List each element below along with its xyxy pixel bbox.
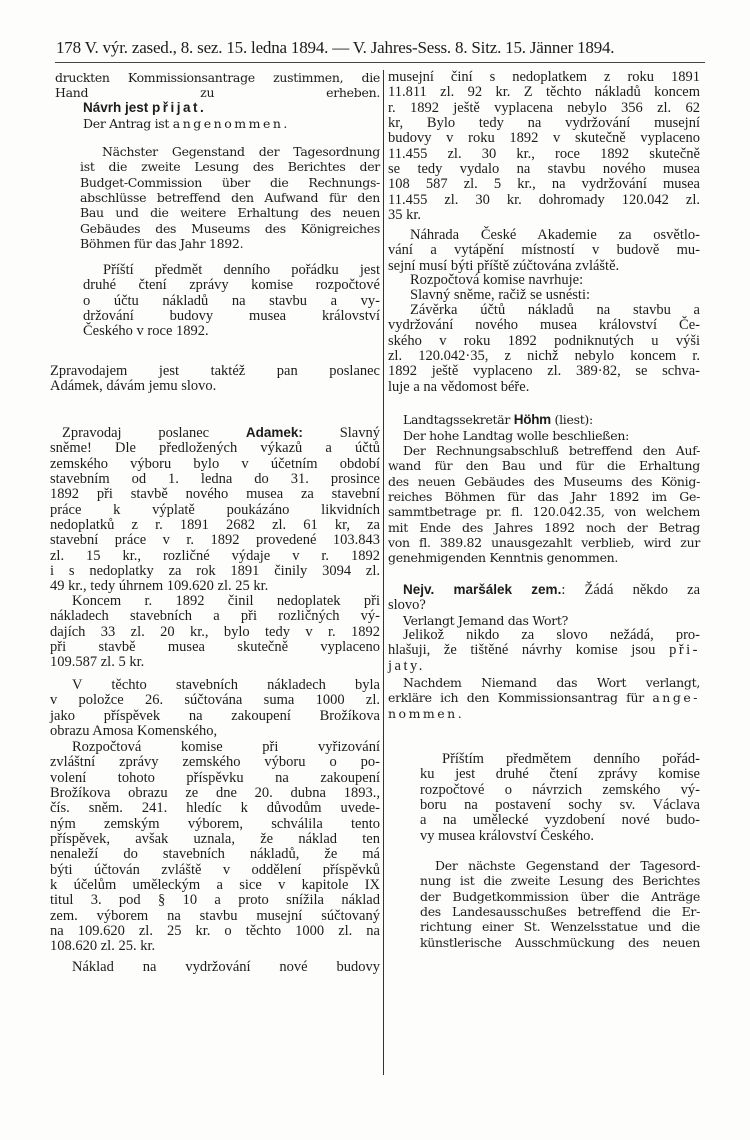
text-line: genehmigenden Kenntnis genommen. [388, 550, 619, 566]
text-line: 1892 ještě vyplaceno zl. 389·82, se schva- [388, 363, 700, 380]
text-line: Brožíkova obrazu ze dne 20. dubna 1893., [50, 785, 380, 802]
paragraph [420, 858, 700, 950]
text-line: i s nedoplatky za rok 1891 činily 3094 zl. [50, 563, 380, 580]
paragraph [83, 263, 380, 340]
text-line: mit Ende des Jahres 1892 noch der Betrag [388, 519, 700, 535]
text-line: nedoplatků z r. 1891 2682 zl. 61 kr, za [50, 517, 380, 534]
paragraph [388, 428, 700, 443]
text-segment: ange- [652, 690, 700, 706]
text-line: budovy v roku 1892 v skutečně vyplaceno [388, 130, 700, 147]
text-line: volení tohoto příspěvku na zakoupení [50, 769, 380, 786]
text-line: Rozpočtová komise navrhuje: [410, 272, 584, 288]
text-line: ského v roku 1892 podniknutých u výši [388, 332, 700, 349]
text-line: dajích 33 zl. 20 kr., bylo tedy v r. 1892 [50, 623, 380, 640]
text-line: Budget-Commission über die Rechnungs- [80, 174, 380, 190]
text-line: čís. sněm. 241. hledíc k důvodům uvede- [50, 800, 380, 817]
text-line: Bau und die weitere Erhaltung des neuen [80, 205, 380, 221]
text-line: druckten Kommissionsantrage zustimmen, die [55, 70, 380, 85]
text-segment: nommen. [388, 705, 465, 721]
text-line: Verlangt Jemand das Wort? [403, 613, 569, 628]
bold-text: přijat. [152, 100, 207, 115]
text-segment: Slavný [302, 425, 380, 441]
text-line: Nachdem Niemand das Wort verlangt, [403, 675, 700, 690]
text-line: býti účtován zvláště v oddělení příspěvků [50, 861, 380, 878]
paragraph [388, 675, 700, 721]
paragraph [83, 100, 380, 116]
text-line: wand für den Bau und für die Erhaltung [388, 458, 700, 474]
paragraph [50, 364, 380, 395]
text-line: stavebním od 1. ledna do 31. prosince [50, 471, 380, 488]
text-line: k účelům uměleckým a sice v kapitole IX [50, 877, 380, 894]
text-line: Der Rechnungsabschluß betreffend den Auf- [403, 443, 700, 458]
text-line: 49 kr., tedy úhrnem 109.620 zl. 25 kr. [50, 578, 269, 595]
text-line: zemského výboru bylo v účetním období [50, 455, 380, 472]
text-line: nenaleží do stavebních nákladů, že má [50, 846, 380, 863]
text-segment: Landtagssekretär [403, 412, 514, 427]
text-line: 35 kr. [388, 207, 422, 224]
paragraph [50, 594, 380, 671]
paragraph [388, 582, 700, 614]
text-line: titul 3. pod § 10 a proto snížila náklad [50, 892, 380, 909]
text-line: zem. výborem na stavbu musejní súčtovaný [50, 907, 380, 924]
text-line: ným zemským výborem, schválila tento [50, 815, 380, 832]
text-line [83, 116, 380, 131]
text-line: Adámek, dávám jemu slovo. [50, 378, 217, 395]
text-segment: jaty. [388, 657, 425, 674]
text-line: ist die zweite Lesung des Berichtes der [80, 159, 380, 175]
text-line: v položce 26. súčtována suma 1000 zl. [50, 692, 380, 709]
text-line: slovo? [388, 597, 426, 614]
text-line: zl. 15 kr., rozličné výdaje v r. 1892 [50, 547, 380, 564]
page-header: 178 V. výr. zased., 8. sez. 15. ledna 1894. — V. Jahres-Sess. 8. Sitz. 15. Jänner 1894. [56, 38, 615, 57]
text-line: Nächster Gegenstand der Tagesordnung [102, 144, 380, 159]
text-line: sejní musí býti příště zúčtována zvláště. [388, 257, 620, 274]
text-line: V těchto stavebních nákladech byla [72, 677, 380, 693]
text-line: Böhmen für das Jahr 1892. [80, 236, 244, 252]
paragraph [50, 960, 380, 975]
text-line: 108 587 zl. 5 kr., na vydržování musea [388, 176, 700, 193]
text-line: 11.455 zl. 30 kr. dohromady 120.042 zl. [388, 191, 700, 208]
text-segment: angenommen. [172, 116, 290, 131]
text-line: des neuen Gebäudes des Museums des König- [388, 473, 700, 489]
text-line: 11.455 zl. 30 kr., roce 1892 skutečně [388, 145, 700, 162]
text-line: Jelikož nikdo za slovo nežádá, pro- [403, 627, 700, 643]
text-segment: Zpravodaj poslanec [62, 425, 246, 441]
text-line: Hand zu erheben. [55, 85, 380, 101]
text-line: ku jest druhé čtení zprávy komise [420, 766, 700, 783]
text-line: Příštím předmětem denního pořád- [442, 751, 700, 767]
text-line: stavební práce v r. 1892 provedené 103.843 [50, 532, 380, 549]
text-line: Rozpočtová komise při vyřizování [72, 739, 380, 755]
text-line: sněme! Dle předložených výkazů a účtů [50, 440, 380, 457]
text-line: Der hohe Landtag wolle beschließen: [403, 428, 629, 443]
paragraph [388, 628, 700, 674]
paragraph [55, 70, 380, 101]
paragraph [420, 752, 700, 844]
text-line: Náklad na vydržování nové budovy [72, 959, 380, 975]
text-line: musejní činí s nedoplatkem z roku 1891 [388, 69, 700, 85]
text-line: práce k výplatě poukázáno likvidních [50, 501, 380, 518]
text-line: Koncem r. 1892 činil nedoplatek při [72, 593, 380, 609]
text-line [388, 659, 700, 674]
text-line: vy musea království Českého. [420, 827, 594, 844]
text-line: nákladech stavebních a při rozličných vý- [50, 608, 380, 625]
text-line: 1892 při stavbě nového musea za stavební [50, 486, 380, 503]
paragraph [388, 412, 700, 427]
text-segment: (liest): [550, 412, 593, 427]
text-line: na 109.620 zl. 25 kr. o těchto 1000 zl. na [50, 923, 380, 940]
text-segment: Der Antrag ist [83, 116, 173, 131]
paragraph [80, 144, 380, 251]
bold-text: Návrh jest [83, 100, 153, 115]
text-line: obrazu Amosa Komenského, [50, 723, 218, 740]
text-line: Závěrka účtů nákladů na stavbu a [410, 302, 700, 318]
text-line: příspěvek, avšak uznala, že náklad ten [50, 831, 380, 848]
text-line [388, 582, 700, 598]
text-line: 11.811 zl. 92 kr. Z těchto nákladů koncem [388, 84, 700, 101]
text-line: kr, Bylo tedy na vydržování musejní [388, 115, 700, 132]
bold-text: Nejv. maršálek zem. [403, 582, 562, 597]
text-line: Příští předmět denního pořádku jest [103, 262, 380, 278]
text-segment: : Žádá někdo za [561, 582, 700, 598]
text-line: boru na postavení sochy sv. Václava [420, 797, 700, 814]
text-line [388, 690, 700, 705]
text-line: sammtbetrage pr. fl. 120.042.35, von welchem [388, 504, 700, 520]
text-line: abschlüsse betreffend den Aufwand für den [80, 190, 380, 206]
text-line [388, 643, 700, 658]
text-line: des Landesausschußes betreffend die Er- [420, 904, 700, 920]
paragraph [50, 425, 380, 595]
text-line: Slavný sněme, račiž se usnésti: [410, 287, 590, 303]
text-line [388, 412, 700, 427]
paragraph [388, 303, 700, 395]
text-line: reiches Böhmen für das Jahr 1892 im Ge- [388, 489, 700, 505]
text-line: držování budovy musea království [83, 308, 380, 325]
paragraph [50, 678, 380, 739]
text-line: vání a vytápění místností v budově mu- [388, 242, 700, 259]
text-line [50, 425, 380, 441]
text-line: Der nächste Gegenstand der Tagesord- [435, 858, 700, 873]
text-line: při stavbě musea skutečně vyplaceno [50, 639, 380, 656]
text-line: jako příspěvek na zakoupení Brožíkova [50, 707, 380, 724]
text-line: se tedy vydalo na stavbu nového musea [388, 161, 700, 178]
text-line: richtung einer St. Wenzelsstatue und die [420, 919, 700, 935]
column-divider [383, 70, 384, 1075]
text-line: Náhrada České Akademie za osvětlo- [410, 227, 700, 243]
text-line: zvláštní zprávy zemského výboru o po- [50, 754, 380, 771]
text-line: a na umělecké vyzdobení nové budo- [420, 812, 700, 829]
text-line: nung ist die zweite Lesung des Berichtes [420, 873, 700, 889]
text-line: Gebäudes des Museums des Königreiches [80, 220, 380, 236]
text-line: künstlerische Ausschmückung des neuen [420, 934, 700, 950]
text-segment: hlašuji, že tištěné návrhy komise jsou [388, 642, 670, 659]
text-segment: erkläre ich den Kommissionsantrag für [388, 690, 653, 706]
text-line: o účtu nákladů na stavbu a vy- [83, 292, 380, 309]
text-line: zl. 120.042·35, z nichž nebylo koncem r. [388, 348, 700, 365]
text-line [388, 706, 700, 721]
bold-text: Höhm [513, 412, 551, 427]
bold-text: Adamek: [245, 425, 303, 440]
paragraph [388, 443, 700, 566]
text-line: von fl. 389.82 unausgezahlt verblieb, wird zur [388, 535, 700, 551]
text-line: druhé čtení zprávy komise rozpočtové [83, 277, 380, 294]
text-line: r. 1892 ještě vyplacena nebylo 356 zl. 62 [388, 99, 700, 116]
text-line: luje a na vědomost béře. [388, 378, 530, 395]
text-line: vydržování nového musea království Če- [388, 317, 700, 334]
paragraph [50, 740, 380, 955]
text-line: 109.587 zl. 5 kr. [50, 654, 145, 671]
paragraph [388, 70, 700, 223]
text-line: Zpravodajem jest taktéž pan poslanec [50, 363, 380, 379]
text-line: der Budgetkommission über die Anträge [420, 888, 700, 904]
header-rule [55, 62, 705, 63]
text-line: 108.620 zl. 25. kr. [50, 938, 156, 955]
paragraph [388, 228, 700, 274]
text-segment: při- [669, 642, 700, 659]
text-line: Českého v roce 1892. [83, 323, 209, 340]
text-line: rozpočtové o návrzich zemského vý- [420, 781, 700, 798]
paragraph [83, 116, 380, 131]
text-line [83, 100, 380, 116]
